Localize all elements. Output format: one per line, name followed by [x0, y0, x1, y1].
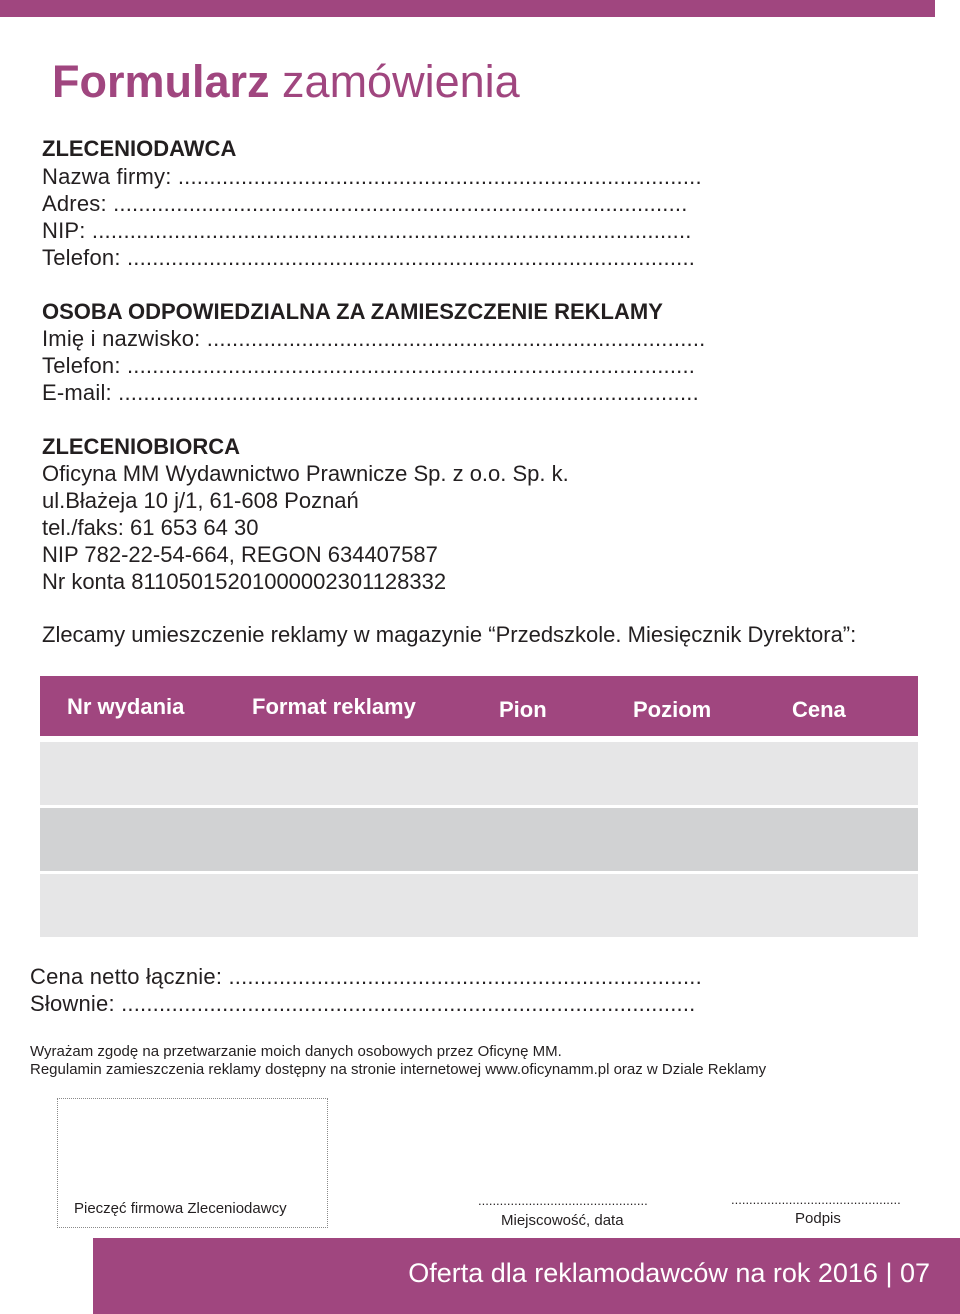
client-company-field[interactable]: Nazwa firmy: ...................................................................................	[42, 164, 702, 189]
order-text: Zlecamy umieszczenie reklamy w magazynie “Przedszkole. Miesięcznik Dyrektora”:	[42, 622, 857, 647]
responsible-phone-field[interactable]: Telefon: ..........................................................................................	[42, 353, 696, 378]
responsible-email-field[interactable]: E-mail: ............................................................................................	[42, 380, 699, 405]
order-table-row[interactable]	[40, 742, 918, 805]
place-date-caption: Miejscowość, data	[501, 1212, 624, 1229]
client-address-field[interactable]: Adres: ...........................................................................................	[42, 191, 688, 216]
page-title-bold: Formularz	[52, 56, 270, 107]
net-price-field[interactable]: Cena netto łącznie: ...........................................................................	[30, 964, 702, 989]
client-nip-field[interactable]: NIP: ...............................................................................................	[42, 218, 692, 243]
responsible-heading: OSOBA ODPOWIEDZIALNA ZA ZAMIESZCZENIE REKLAMY	[42, 299, 663, 324]
contractor-company: Oficyna MM Wydawnictwo Prawnicze Sp. z o.o. Sp. k.	[42, 461, 569, 486]
col-ad-format: Format reklamy	[252, 694, 416, 719]
consent-text: Wyrażam zgodę na przetwarzanie moich danych osobowych przez Oficynę MM.	[30, 1043, 562, 1060]
order-table-row[interactable]	[40, 808, 918, 871]
page-title	[52, 54, 520, 110]
contractor-ids: NIP 782-22-54-664, REGON 634407587	[42, 542, 438, 567]
regulations-text: Regulamin zamieszczenia reklamy dostępny na stronie internetowej www.oficynamm.pl oraz w Dziale Reklamy	[30, 1061, 767, 1078]
contractor-street: ul.Błażeja 10 j/1, 61-608 Poznań	[42, 488, 359, 513]
col-price: Cena	[792, 697, 846, 722]
order-table-row[interactable]	[40, 874, 918, 937]
col-horizontal: Poziom	[633, 697, 712, 722]
contractor-phone: tel./faks: 61 653 64 30	[42, 515, 259, 540]
stamp-caption: Pieczęć firmowa Zleceniodawcy	[74, 1200, 287, 1217]
col-issue-number: Nr wydania	[67, 694, 185, 719]
page-title-light: zamówienia	[282, 56, 520, 107]
contractor-heading: ZLECENIOBIORCA	[42, 434, 240, 459]
responsible-name-field[interactable]: Imię i nazwisko: ...............................................................................	[42, 326, 706, 351]
footer-text: Oferta dla reklamodawców na rok 2016 | 07	[408, 1258, 930, 1288]
client-phone-field[interactable]: Telefon: ..........................................................................................	[42, 245, 696, 270]
signature-dots[interactable]: ...............................................	[731, 1192, 901, 1207]
client-heading: ZLECENIODAWCA	[42, 136, 237, 161]
in-words-field[interactable]: Słownie: ...........................................................................................	[30, 991, 696, 1016]
top-accent-bar	[0, 0, 935, 17]
col-vertical: Pion	[499, 697, 547, 722]
footer-bar	[93, 1238, 960, 1314]
order-table-header	[40, 676, 918, 736]
contractor-account: Nr konta 81105015201000002301128332	[42, 569, 447, 594]
signature-caption: Podpis	[795, 1210, 841, 1227]
place-date-dots[interactable]: ...............................................	[478, 1193, 648, 1208]
